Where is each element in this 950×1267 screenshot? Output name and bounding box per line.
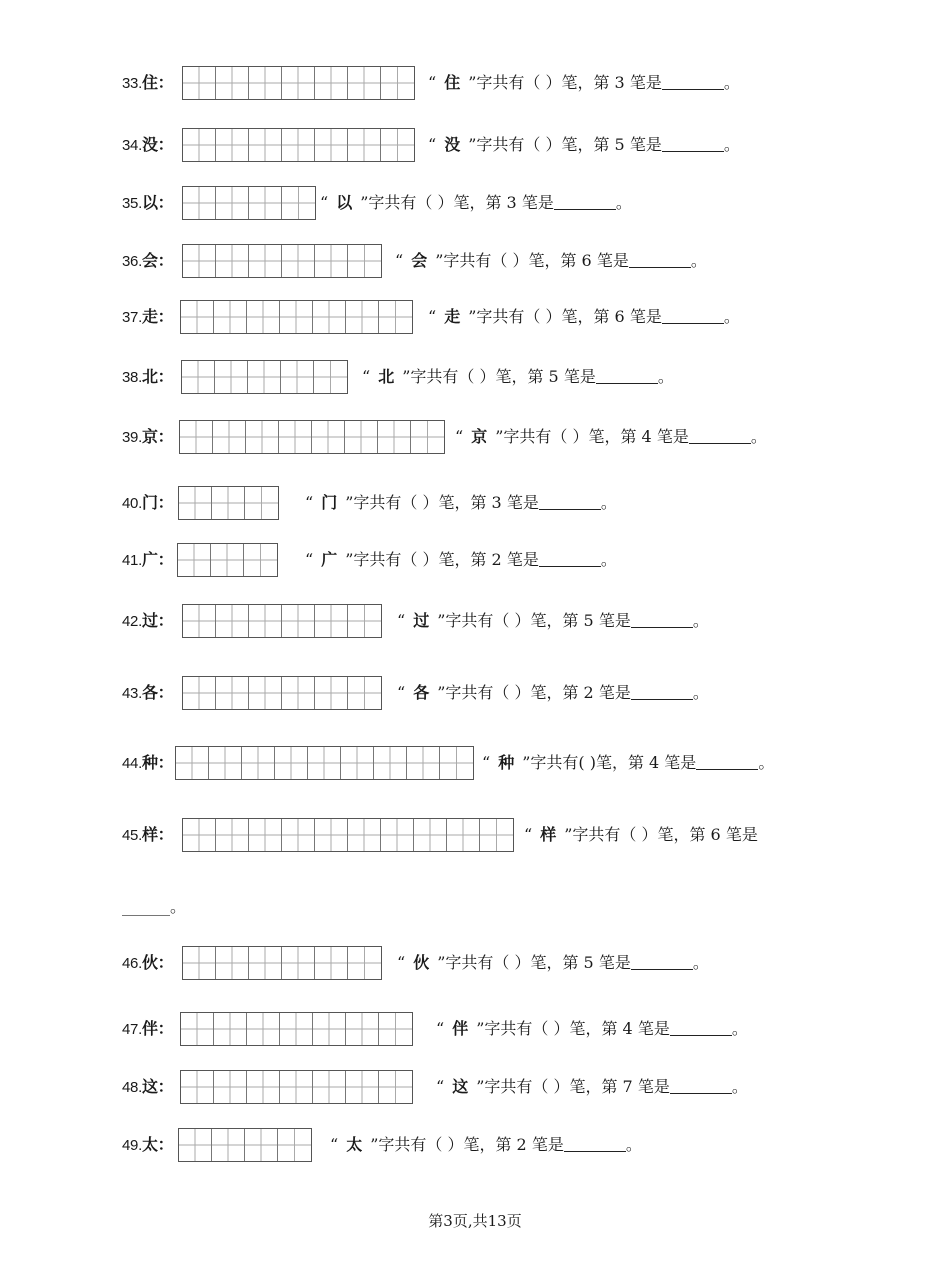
tianzige-cell[interactable] [247, 1013, 280, 1045]
question-text [362, 360, 674, 394]
tianzige-cell[interactable] [282, 677, 315, 709]
question-prompt: ”字共有（ ）笔，第 7 笔是 [476, 1077, 670, 1096]
tianzige-cell[interactable] [280, 1013, 313, 1045]
answer-blank[interactable] [631, 683, 693, 700]
tianzige-cell[interactable] [212, 487, 245, 519]
period: 。 [692, 683, 709, 702]
tianzige-cell[interactable] [348, 947, 381, 979]
tianzige-cell[interactable] [245, 1129, 278, 1161]
question-label [122, 1128, 173, 1162]
stroke-writing-grid[interactable] [182, 818, 514, 852]
question-character: 种： [141, 753, 174, 772]
question-prompt: ”字共有（ ）笔，第 5 笔是 [402, 367, 596, 386]
question-label [122, 420, 173, 454]
tianzige-cell[interactable] [216, 129, 249, 161]
tianzige-cell[interactable] [179, 1129, 212, 1161]
question-label [122, 676, 173, 710]
tianzige-cell[interactable] [214, 301, 247, 333]
question-character: 住： [141, 73, 174, 92]
question-number: 43. [122, 685, 142, 702]
question-text [436, 1012, 748, 1046]
question-character: 伴： [141, 1019, 174, 1038]
question-character: 这： [141, 1077, 174, 1096]
tianzige-cell[interactable] [313, 301, 346, 333]
tianzige-cell[interactable] [282, 245, 315, 277]
tianzige-cell[interactable] [216, 187, 249, 219]
quoted-character: 各 [413, 683, 430, 702]
question-number: 41. [122, 552, 142, 569]
quoted-character: 伴 [452, 1019, 469, 1038]
answer-blank[interactable] [662, 73, 724, 90]
stroke-writing-grid[interactable] [182, 186, 316, 220]
tianzige-cell[interactable] [280, 301, 313, 333]
tianzige-cell[interactable] [275, 747, 308, 779]
question-label [122, 746, 173, 780]
tianzige-cell[interactable] [249, 677, 282, 709]
tianzige-cell[interactable] [183, 677, 216, 709]
period: 。 [692, 611, 709, 630]
open-quote: “ [482, 753, 491, 772]
question-text [397, 676, 709, 710]
tianzige-cell[interactable] [183, 67, 216, 99]
question-text [305, 543, 617, 577]
period: 。 [615, 193, 632, 212]
question-row [0, 1070, 950, 1104]
tianzige-cell[interactable] [346, 1071, 379, 1103]
question-label [122, 66, 173, 100]
stroke-writing-grid[interactable] [180, 1070, 413, 1104]
question-number: 38. [122, 369, 142, 386]
tianzige-cell[interactable] [216, 605, 249, 637]
question-character: 北： [141, 367, 174, 386]
tianzige-cell[interactable] [245, 487, 278, 519]
question-prompt: ”字共有（ ）笔，第 2 笔是 [437, 683, 631, 702]
answer-blank[interactable] [696, 753, 758, 770]
quoted-character: 伙 [413, 953, 430, 972]
quoted-character: 广 [321, 550, 338, 569]
tianzige-cell[interactable] [181, 1013, 214, 1045]
stroke-writing-grid[interactable] [182, 946, 382, 980]
tianzige-cell[interactable] [348, 129, 381, 161]
tianzige-cell[interactable] [214, 1013, 247, 1045]
question-text [428, 66, 740, 100]
stroke-writing-grid[interactable] [179, 420, 445, 454]
open-quote: “ [397, 953, 406, 972]
tianzige-cell[interactable] [183, 245, 216, 277]
question-text [397, 604, 709, 638]
question-label [122, 300, 173, 334]
tianzige-cell[interactable] [178, 544, 211, 576]
tianzige-cell[interactable] [374, 747, 407, 779]
tianzige-cell[interactable] [242, 747, 275, 779]
tianzige-cell[interactable] [183, 947, 216, 979]
tianzige-cell[interactable] [212, 1129, 245, 1161]
stroke-writing-grid[interactable] [180, 1012, 413, 1046]
tianzige-cell[interactable] [381, 819, 414, 851]
stroke-writing-grid[interactable] [178, 486, 279, 520]
question-row [0, 1128, 950, 1162]
tianzige-cell[interactable] [282, 187, 315, 219]
question-character: 走： [141, 307, 174, 326]
tianzige-cell[interactable] [282, 67, 315, 99]
question-label [122, 946, 173, 980]
question-text [436, 1070, 748, 1104]
quoted-character: 样 [540, 825, 557, 844]
tianzige-cell[interactable] [247, 301, 280, 333]
question-text [330, 1128, 642, 1162]
question-row [0, 186, 950, 220]
tianzige-cell[interactable] [313, 1071, 346, 1103]
open-quote: “ [330, 1135, 339, 1154]
tianzige-cell[interactable] [346, 1013, 379, 1045]
answer-blank[interactable] [662, 307, 724, 324]
quoted-character: 过 [413, 611, 430, 630]
answer-blank[interactable] [596, 367, 658, 384]
question-prompt: ”字共有（ ）笔，第 2 笔是 [345, 550, 539, 569]
tianzige-cell[interactable] [278, 1129, 311, 1161]
quoted-character: 会 [411, 251, 428, 270]
open-quote: “ [305, 550, 314, 569]
question-prompt: ”字共有（ ）笔，第 3 笔是 [345, 493, 539, 512]
question-number: 44. [122, 755, 142, 772]
tianzige-cell[interactable] [249, 819, 282, 851]
question-label [122, 360, 173, 394]
question-prompt: ”字共有（ ）笔，第 3 笔是 [360, 193, 554, 212]
question-character: 以： [141, 193, 174, 212]
tianzige-cell[interactable] [282, 947, 315, 979]
tianzige-cell[interactable] [379, 1013, 412, 1045]
question-number: 35. [122, 195, 142, 212]
period: 。 [657, 367, 674, 386]
tianzige-cell[interactable] [447, 819, 480, 851]
question-label [122, 818, 173, 852]
question-label [122, 1012, 173, 1046]
period: 。 [750, 427, 767, 446]
answer-blank[interactable] [670, 1077, 732, 1094]
question-row [0, 604, 950, 638]
open-quote: “ [362, 367, 371, 386]
question-row [0, 543, 950, 577]
tianzige-cell[interactable] [315, 67, 348, 99]
period: 。 [723, 73, 740, 92]
quoted-character: 没 [444, 135, 461, 154]
tianzige-cell[interactable] [414, 819, 447, 851]
tianzige-cell[interactable] [348, 819, 381, 851]
tianzige-cell[interactable] [246, 421, 279, 453]
open-quote: “ [395, 251, 404, 270]
period: 。 [600, 550, 617, 569]
question-number: 48. [122, 1079, 142, 1096]
open-quote: “ [428, 135, 437, 154]
question-character: 伙： [141, 953, 174, 972]
question-row [0, 746, 950, 780]
question-45-blank-continuation[interactable] [122, 890, 186, 924]
answer-blank[interactable] [631, 953, 693, 970]
open-quote: “ [428, 307, 437, 326]
question-number: 46. [122, 955, 142, 972]
tianzige-cell[interactable] [381, 67, 414, 99]
question-prompt: ”字共有（ ）笔，第 5 笔是 [468, 135, 662, 154]
tianzige-cell[interactable] [407, 747, 440, 779]
question-text [397, 946, 709, 980]
tianzige-cell[interactable] [348, 605, 381, 637]
tianzige-cell[interactable] [315, 605, 348, 637]
question-label [122, 486, 173, 520]
question-number: 33. [122, 75, 142, 92]
question-character: 广： [141, 550, 174, 569]
period: 。 [758, 753, 775, 772]
answer-blank[interactable] [629, 251, 691, 268]
tianzige-cell[interactable] [381, 129, 414, 161]
question-number: 40. [122, 495, 142, 512]
open-quote: “ [428, 73, 437, 92]
question-character: 京： [141, 427, 174, 446]
tianzige-cell[interactable] [282, 605, 315, 637]
question-prompt: ”字共有( )笔，第 4 笔是 [522, 753, 697, 772]
open-quote: “ [436, 1019, 445, 1038]
tianzige-cell[interactable] [182, 361, 215, 393]
answer-blank[interactable] [689, 427, 751, 444]
question-row [0, 128, 950, 162]
tianzige-cell[interactable] [348, 677, 381, 709]
tianzige-cell[interactable] [211, 544, 244, 576]
tianzige-cell[interactable] [181, 301, 214, 333]
quoted-character: 走 [444, 307, 461, 326]
question-label [122, 1070, 173, 1104]
question-row [0, 676, 950, 710]
question-row [0, 1012, 950, 1046]
question-row [0, 420, 950, 454]
question-character: 过： [141, 611, 174, 630]
answer-blank[interactable] [539, 550, 601, 567]
question-label [122, 186, 173, 220]
open-quote: “ [436, 1077, 445, 1096]
question-number: 37. [122, 309, 142, 326]
open-quote: “ [305, 493, 314, 512]
tianzige-cell[interactable] [183, 605, 216, 637]
tianzige-cell[interactable] [378, 421, 411, 453]
question-number: 34. [122, 137, 142, 154]
tianzige-cell[interactable] [345, 421, 378, 453]
open-quote: “ [524, 825, 533, 844]
question-character: 太： [141, 1135, 174, 1154]
question-row [0, 486, 950, 520]
question-text [524, 818, 758, 852]
question-row [0, 360, 950, 394]
stroke-writing-grid[interactable] [182, 244, 382, 278]
tianzige-cell[interactable] [181, 1071, 214, 1103]
tianzige-cell[interactable] [315, 677, 348, 709]
open-quote: “ [397, 683, 406, 702]
tianzige-cell[interactable] [249, 605, 282, 637]
stroke-writing-grid[interactable] [182, 128, 415, 162]
tianzige-cell[interactable] [282, 129, 315, 161]
tianzige-cell[interactable] [176, 747, 209, 779]
tianzige-cell[interactable] [280, 1071, 313, 1103]
tianzige-cell[interactable] [248, 361, 281, 393]
question-text [320, 186, 632, 220]
tianzige-cell[interactable] [249, 67, 282, 99]
answer-blank[interactable] [670, 1019, 732, 1036]
question-row [0, 66, 950, 100]
question-label [122, 543, 173, 577]
question-row [0, 244, 950, 278]
period: 。 [731, 1077, 748, 1096]
question-prompt: ”字共有（ ）笔，第 5 笔是 [437, 953, 631, 972]
period: 。 [731, 1019, 748, 1038]
answer-blank[interactable] [631, 611, 693, 628]
question-row [0, 946, 950, 980]
tianzige-cell[interactable] [247, 1071, 280, 1103]
question-prompt: ”字共有（ ）笔，第 5 笔是 [437, 611, 631, 630]
tianzige-cell[interactable] [308, 747, 341, 779]
quoted-character: 太 [346, 1135, 363, 1154]
stroke-writing-grid[interactable] [175, 746, 474, 780]
question-prompt: ”字共有（ ）笔，第 3 笔是 [468, 73, 662, 92]
tianzige-cell[interactable] [249, 187, 282, 219]
period: 。 [600, 493, 617, 512]
tianzige-cell[interactable] [312, 421, 345, 453]
tianzige-cell[interactable] [216, 677, 249, 709]
period: 。 [723, 307, 740, 326]
question-prompt: ”字共有（ ）笔，第 6 笔是 [435, 251, 629, 270]
tianzige-cell[interactable] [379, 1071, 412, 1103]
tianzige-cell[interactable] [183, 129, 216, 161]
quoted-character: 北 [378, 367, 395, 386]
period: 。 [723, 135, 740, 154]
question-character: 没： [141, 135, 174, 154]
page-footer: 第3页,共13页 [428, 1212, 522, 1230]
question-prompt: ”字共有（ ）笔，第 4 笔是 [495, 427, 689, 446]
tianzige-cell[interactable] [244, 544, 277, 576]
stroke-writing-grid[interactable] [180, 300, 413, 334]
question-prompt: ”字共有（ ）笔，第 2 笔是 [370, 1135, 564, 1154]
period: 。 [625, 1135, 642, 1154]
tianzige-cell[interactable] [215, 361, 248, 393]
quoted-character: 种 [498, 753, 515, 772]
quoted-character: 门 [321, 493, 338, 512]
question-row [0, 300, 950, 334]
stroke-writing-grid[interactable] [178, 1128, 312, 1162]
tianzige-cell[interactable] [249, 129, 282, 161]
stroke-writing-grid[interactable] [182, 66, 415, 100]
stroke-writing-grid[interactable] [177, 543, 278, 577]
tianzige-cell[interactable] [379, 301, 412, 333]
question-label [122, 128, 173, 162]
open-quote: “ [320, 193, 329, 212]
question-character: 会： [141, 251, 174, 270]
question-label [122, 244, 173, 278]
tianzige-cell[interactable] [348, 245, 381, 277]
answer-blank[interactable] [564, 1135, 626, 1152]
tianzige-cell[interactable] [440, 747, 473, 779]
period: 。 [690, 251, 707, 270]
question-prompt: ”字共有（ ）笔，第 4 笔是 [476, 1019, 670, 1038]
question-number: 39. [122, 429, 142, 446]
question-character: 各： [141, 683, 174, 702]
tianzige-cell[interactable] [180, 421, 213, 453]
question-number: 42. [122, 613, 142, 630]
stroke-writing-grid[interactable] [181, 360, 348, 394]
tianzige-cell[interactable] [315, 819, 348, 851]
tianzige-cell[interactable] [314, 361, 347, 393]
question-text [428, 300, 740, 334]
tianzige-cell[interactable] [315, 947, 348, 979]
tianzige-cell[interactable] [183, 187, 216, 219]
tianzige-cell[interactable] [216, 67, 249, 99]
continuation-text: ______。 [122, 897, 187, 916]
stroke-writing-grid[interactable] [182, 604, 382, 638]
tianzige-cell[interactable] [216, 947, 249, 979]
question-text [305, 486, 617, 520]
quoted-character: 京 [471, 427, 488, 446]
question-label [122, 604, 173, 638]
tianzige-cell[interactable] [183, 819, 216, 851]
tianzige-cell[interactable] [209, 747, 242, 779]
question-character: 门： [141, 493, 174, 512]
question-row [0, 818, 950, 852]
tianzige-cell[interactable] [213, 421, 246, 453]
quoted-character: 这 [452, 1077, 469, 1096]
open-quote: “ [455, 427, 464, 446]
question-text [428, 128, 740, 162]
tianzige-cell[interactable] [281, 361, 314, 393]
quoted-character: 以 [336, 193, 353, 212]
question-text [482, 746, 774, 780]
tianzige-cell[interactable] [216, 245, 249, 277]
question-number: 47. [122, 1021, 142, 1038]
answer-blank[interactable] [662, 135, 724, 152]
tianzige-cell[interactable] [341, 747, 374, 779]
question-prompt: ”字共有（ ）笔，第 6 笔是 [468, 307, 662, 326]
tianzige-cell[interactable] [348, 67, 381, 99]
question-prompt: ”字共有（ ）笔，第 6 笔是 [564, 825, 758, 844]
tianzige-cell[interactable] [216, 819, 249, 851]
question-character: 样： [141, 825, 174, 844]
quoted-character: 住 [444, 73, 461, 92]
tianzige-cell[interactable] [214, 1071, 247, 1103]
tianzige-cell[interactable] [315, 245, 348, 277]
tianzige-cell[interactable] [480, 819, 513, 851]
tianzige-cell[interactable] [249, 947, 282, 979]
tianzige-cell[interactable] [313, 1013, 346, 1045]
answer-blank[interactable] [539, 493, 601, 510]
tianzige-cell[interactable] [282, 819, 315, 851]
question-number: 45. [122, 827, 142, 844]
question-text [395, 244, 707, 278]
question-text [455, 420, 767, 454]
tianzige-cell[interactable] [249, 245, 282, 277]
stroke-writing-grid[interactable] [182, 676, 382, 710]
open-quote: “ [397, 611, 406, 630]
question-number: 49. [122, 1137, 142, 1154]
tianzige-cell[interactable] [411, 421, 444, 453]
tianzige-cell[interactable] [179, 487, 212, 519]
answer-blank[interactable] [554, 193, 616, 210]
period: 。 [692, 953, 709, 972]
tianzige-cell[interactable] [346, 301, 379, 333]
question-number: 36. [122, 253, 142, 270]
tianzige-cell[interactable] [315, 129, 348, 161]
tianzige-cell[interactable] [279, 421, 312, 453]
